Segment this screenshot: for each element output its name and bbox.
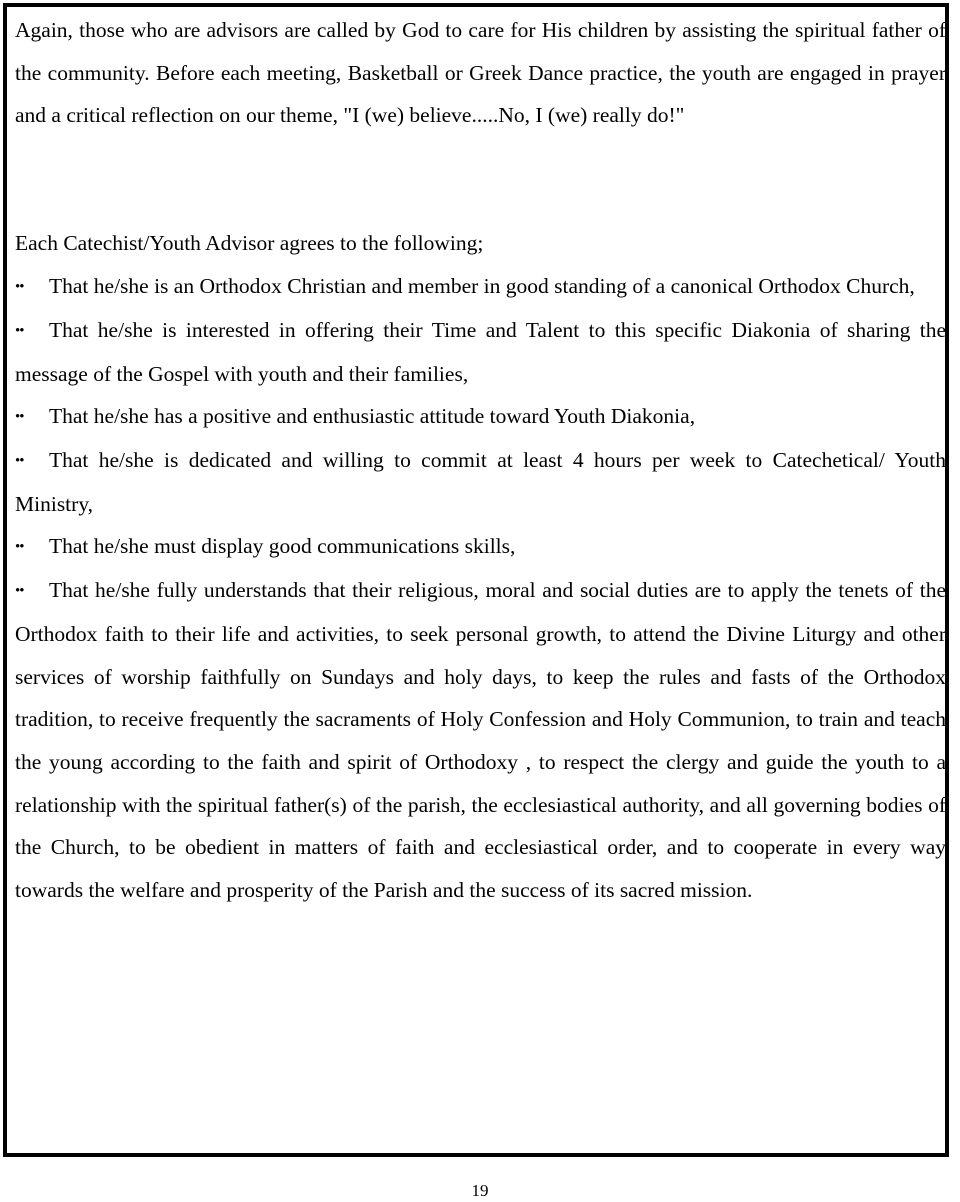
bullet-icon: •• (15, 583, 24, 600)
list-item (15, 525, 946, 569)
paragraph-spacer (15, 180, 946, 223)
list-item-text: That he/she must display good communications skills, (49, 534, 516, 559)
bullet-icon: •• (15, 409, 24, 426)
list-item (15, 569, 946, 912)
agreement-heading: Each Catechist/Youth Advisor agrees to the following; (15, 231, 484, 256)
intro-paragraph: Again, those who are advisors are called by God to care for His children by assisting the spiritual father of the community. Before each meeting, Basketball or Greek Dance practice, the youth are engaged in prayer and a critical reflection on our theme, "I (we) believe.....No, I (we) really do!" (15, 18, 946, 128)
list-item-text: That he/she is interested in offering their Time and Talent to this specific Diakonia of sharing the message of the Gospel with youth and their families, (15, 317, 946, 386)
list-item-text: That he/she has a positive and enthusiastic attitude toward Youth Diakonia, (49, 404, 696, 429)
bullet-icon: •• (15, 322, 24, 339)
list-item (15, 439, 946, 525)
list-item (15, 265, 946, 309)
list-item-text: That he/she is dedicated and willing to commit at least 4 hours per week to Catechetical/ Youth Ministry, (15, 448, 946, 516)
document-body (15, 9, 946, 912)
list-item-text: That he/she is an Orthodox Christian and member in good standing of a canonical Orthodox Church, (49, 274, 915, 299)
list-item-text: That he/she fully understands that their religious, moral and social duties are to apply the tenets of the Orthodox faith to their life and activities, to seek personal growth, to attend the Divine Liturgy and other services of worship faithfully on Sundays and holy days, to keep the rules and fasts of the Orthodox tradition, to receive frequently the sacraments of Holy Confession and Holy Communion, to train and teach the young according to the faith and spirit of Orthodoxy , to respect the clergy and guide the youth to a relationship with the spiritual father(s) of the parish, the ecclesiastical authority, and all governing bodies of the Church, to be obedient in matters of faith and ecclesiastical order, and to cooperate in every way towards the welfare and prosperity of the Parish and the success of its sacred mission. (15, 578, 946, 903)
page-number: 19 (471, 1181, 489, 1200)
list-item (15, 395, 946, 439)
bullet-icon: •• (15, 539, 24, 556)
bullet-icon: •• (15, 279, 24, 296)
bullet-icon: •• (15, 453, 24, 469)
list-item (15, 309, 946, 395)
